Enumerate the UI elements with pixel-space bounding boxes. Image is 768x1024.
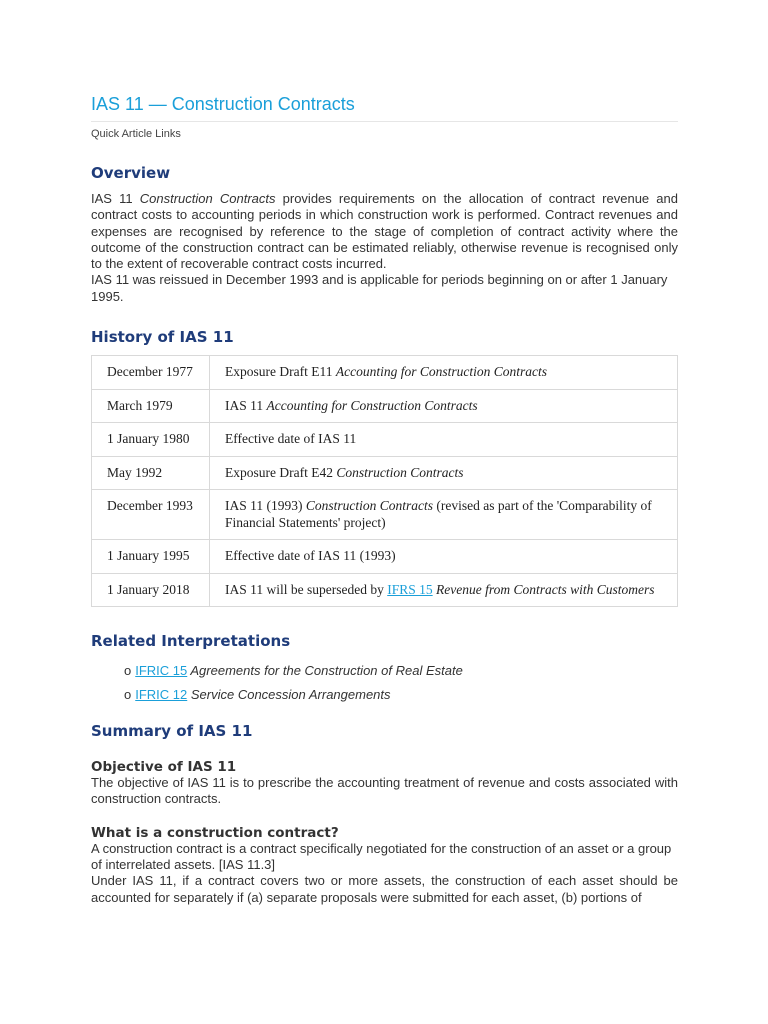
- related-interpretations-list: [91, 663, 678, 703]
- related-interpretations-heading: Related Interpretations: [91, 632, 291, 651]
- text-span: provides requirements on the allocation of contract revenue and contract costs to accounting periods in which construction work is performed. Contract revenues and expenses are recognised by reference to the stage of completion of contract activity where the outcome of the construction contract can be estimated reliably, otherwise revenue is recognised only to the extent of recoverable contract costs incurred.: [91, 191, 678, 272]
- description-text: IAS 11 will be superseded by: [225, 581, 388, 597]
- page-title: IAS 11 — Construction Contracts: [91, 93, 678, 122]
- description-text: (revised as part of the 'Comparability of Financial Statements' project): [225, 498, 652, 530]
- description-text: Effective date of IAS 11: [225, 431, 357, 447]
- history-table: [91, 355, 678, 607]
- document-title: Accounting for Construction Contracts: [335, 364, 547, 380]
- history-description-cell: [210, 356, 678, 390]
- history-description-cell: [210, 490, 678, 540]
- document-title: Accounting for Construction Contracts: [266, 397, 478, 413]
- overview-text: [91, 191, 678, 305]
- construction-contract-paragraph-2: Under IAS 11, if a contract covers two or more assets, the construction of each asset should be accounted for separately if (a) separate proposals were submitted for each asset, (b) portions of: [91, 873, 678, 905]
- history-row: [92, 423, 678, 457]
- overview-heading: Overview: [91, 164, 171, 182]
- objective-text: The objective of IAS 11 is to prescribe the accounting treatment of revenue and costs associated with construction contracts.: [91, 775, 678, 807]
- description-text: IAS 11: [225, 397, 267, 413]
- construction-contract-paragraph-1: A construction contract is a contract specifically negotiated for the construction of an asset or a group of interrelated assets. [IAS 11.3]: [91, 840, 672, 872]
- document-title: Construction Contracts: [336, 464, 464, 480]
- objective-heading: Objective of IAS 11: [91, 759, 237, 776]
- interpretation-title: Service Concession Arrangements: [187, 687, 391, 703]
- history-date-cell: May 1992: [92, 456, 210, 490]
- related-interpretation-item: [124, 687, 678, 703]
- overview-paragraph-2: IAS 11 was reissued in December 1993 and is applicable for periods beginning on or after 1 January 1995.: [91, 272, 668, 304]
- quick-article-links[interactable]: Quick Article Links: [91, 128, 181, 140]
- history-description-cell: [210, 573, 678, 607]
- ifric-link[interactable]: IFRIC 12: [135, 687, 188, 703]
- summary-heading: Summary of IAS 11: [91, 722, 253, 741]
- history-row: [92, 456, 678, 490]
- history-row: [92, 356, 678, 390]
- history-description-cell: [210, 389, 678, 423]
- bullet-icon: o: [124, 663, 132, 679]
- history-date-cell: 1 January 1980: [92, 423, 210, 457]
- ifric-link[interactable]: IFRIC 15: [135, 663, 188, 679]
- interpretation-title: Agreements for the Construction of Real Estate: [187, 663, 463, 679]
- history-heading: History of IAS 11: [91, 328, 234, 347]
- history-row: [92, 389, 678, 423]
- history-row: [92, 540, 678, 574]
- overview-paragraph-1: [91, 191, 678, 272]
- history-date-cell: December 1993: [92, 490, 210, 540]
- history-description-cell: [210, 540, 678, 574]
- construction-contract-heading: What is a construction contract?: [91, 824, 339, 841]
- document-title: Revenue from Contracts with Customers: [432, 581, 655, 597]
- ifrs-15-link[interactable]: IFRS 15: [387, 581, 433, 597]
- description-text: Effective date of IAS 11 (1993): [225, 548, 396, 564]
- description-text: Exposure Draft E11: [225, 364, 336, 380]
- related-interpretation-item: [124, 663, 678, 679]
- history-description-cell: [210, 456, 678, 490]
- history-row: [92, 573, 678, 607]
- document-title: Construction Contracts: [305, 498, 434, 514]
- history-date-cell: December 1977: [92, 356, 210, 390]
- description-text: IAS 11 (1993): [225, 498, 306, 514]
- history-date-cell: 1 January 1995: [92, 540, 210, 574]
- description-text: Exposure Draft E42: [225, 464, 337, 480]
- history-description-cell: [210, 423, 678, 457]
- text-span: IAS 11: [91, 191, 140, 206]
- history-date-cell: March 1979: [92, 389, 210, 423]
- history-date-cell: 1 January 2018: [92, 573, 210, 607]
- history-row: [92, 490, 678, 540]
- bullet-icon: o: [124, 687, 132, 703]
- article: [91, 93, 678, 906]
- italic-span: Construction Contracts: [139, 191, 276, 206]
